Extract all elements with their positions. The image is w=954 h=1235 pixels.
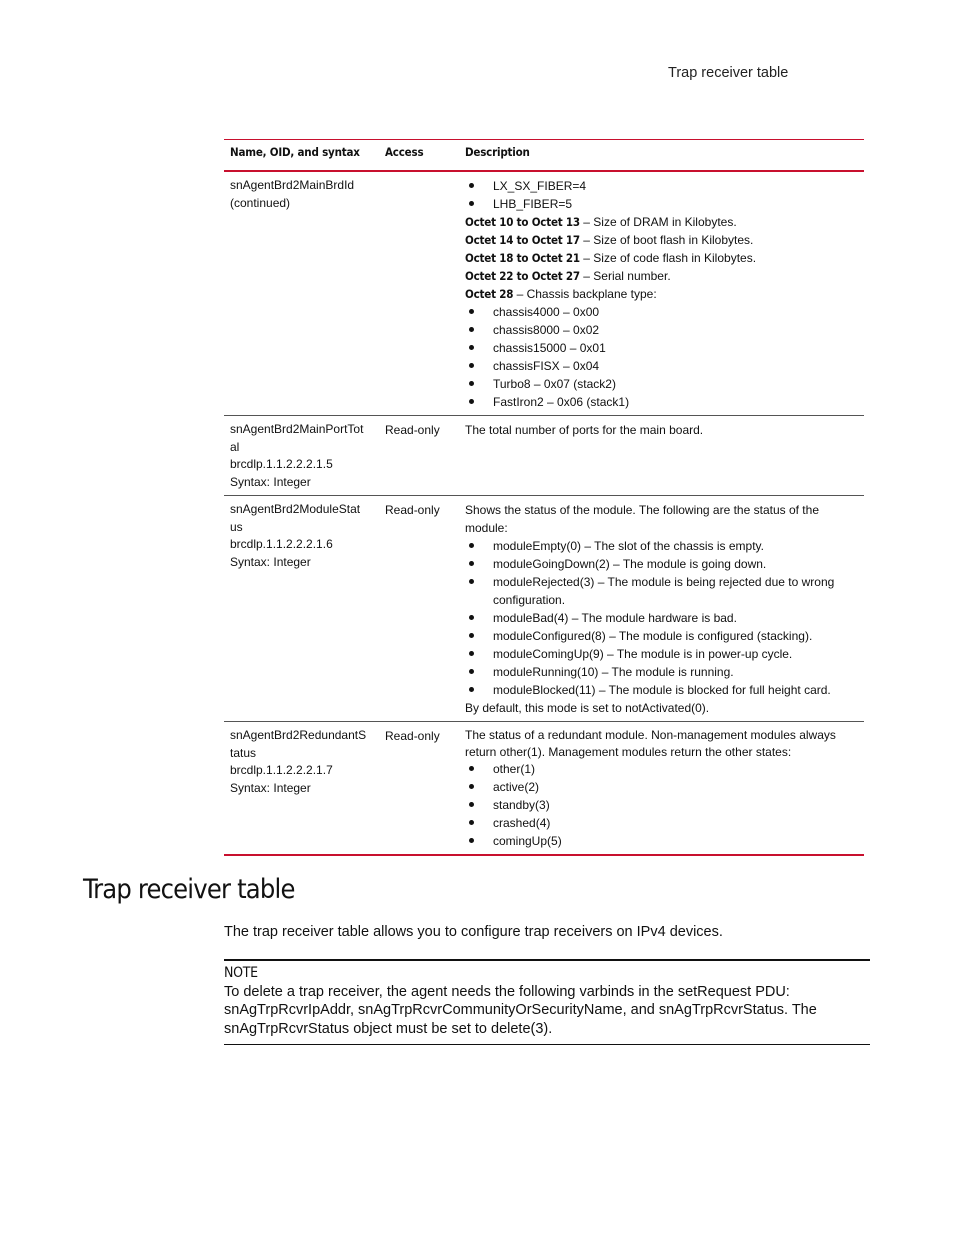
bullet-list — [465, 177, 858, 213]
column-header-description: Description — [459, 140, 864, 172]
list-item: other(1) — [465, 760, 858, 778]
object-name-cell — [224, 496, 379, 722]
octet-line — [465, 213, 858, 231]
object-name: snAgentBrd2ModuleStat — [230, 502, 361, 516]
octet-line — [465, 249, 858, 267]
list-item: moduleConfigured(8) – The module is configured (stacking). — [465, 627, 858, 645]
octet-text: – Size of code flash in Kilobytes. — [579, 251, 757, 265]
list-item: chassis4000 – 0x00 — [465, 303, 858, 321]
bullet-list — [465, 303, 858, 411]
octet-line — [465, 231, 858, 249]
table-row — [224, 496, 864, 722]
octet-line — [465, 285, 858, 303]
object-name-wrap: al — [230, 439, 240, 454]
list-item: LX_SX_FIBER=4 — [465, 177, 858, 195]
list-item: FastIron2 – 0x06 (stack1) — [465, 393, 858, 411]
description-footer: By default, this mode is set to notActivated(0). — [465, 701, 710, 715]
table-header-row — [224, 140, 864, 172]
access-cell — [379, 171, 459, 416]
list-item: chassis15000 – 0x01 — [465, 339, 858, 357]
object-oid: brcdlp.1.1.2.2.2.1.5 — [230, 457, 333, 471]
list-item: LHB_FIBER=5 — [465, 195, 858, 213]
object-name-cell — [224, 171, 379, 416]
object-syntax: Syntax: Integer — [230, 554, 311, 569]
mib-object-table — [224, 139, 864, 856]
list-item: moduleEmpty(0) – The slot of the chassis is empty. — [465, 537, 858, 555]
list-item: chassisFISX – 0x04 — [465, 357, 858, 375]
bullet-list — [465, 760, 858, 850]
object-name-wrap: us — [230, 519, 243, 534]
object-syntax: Syntax: Integer — [230, 780, 311, 795]
list-item: chassis8000 – 0x02 — [465, 321, 858, 339]
octet-label: Octet 22 to Octet 27 — [465, 269, 580, 283]
list-item: moduleRunning(10) – The module is running. — [465, 663, 858, 681]
object-name: snAgentBrd2MainPortTot — [230, 422, 364, 436]
access-cell: Read-only — [379, 416, 459, 496]
note-box — [224, 959, 870, 1045]
list-item: moduleRejected(3) – The module is being rejected due to wrong configuration. — [465, 573, 858, 609]
object-name-cell — [224, 416, 379, 496]
list-item: standby(3) — [465, 796, 858, 814]
table-row — [224, 416, 864, 496]
continued-label: (continued) — [230, 195, 291, 210]
octet-text: – Size of DRAM in Kilobytes. — [579, 215, 737, 229]
description-cell: The total number of ports for the main board. — [459, 416, 864, 496]
object-oid: brcdlp.1.1.2.2.2.1.7 — [230, 763, 333, 777]
note-text: To delete a trap receiver, the agent needs the following varbinds in the setRequest PDU: snAgTrpRcvrIpAddr, snAgTrpRcvrCommunityOrSecurityName, and snAgTrpRcvrStatus. The snAgTrpRcvrStatus object must be set to delete(3). — [224, 983, 817, 1037]
object-oid: brcdlp.1.1.2.2.2.1.6 — [230, 537, 333, 551]
column-header-access: Access — [379, 140, 459, 172]
section-title: Trap receiver table — [83, 874, 295, 905]
octet-label: Octet 28 — [465, 287, 514, 301]
octet-label: Octet 14 to Octet 17 — [465, 233, 580, 247]
list-item: moduleBlocked(11) – The module is blocked for full height card. — [465, 681, 858, 699]
list-item: moduleGoingDown(2) – The module is going down. — [465, 555, 858, 573]
object-name-cell — [224, 722, 379, 856]
list-item: moduleBad(4) – The module hardware is bad. — [465, 609, 858, 627]
list-item: crashed(4) — [465, 814, 858, 832]
note-label: NOTE — [224, 965, 258, 981]
octet-text: – Chassis backplane type: — [513, 287, 657, 301]
octet-label: Octet 18 to Octet 21 — [465, 251, 580, 265]
access-cell: Read-only — [379, 496, 459, 722]
object-syntax: Syntax: Integer — [230, 474, 311, 489]
octet-text: – Size of boot flash in Kilobytes. — [579, 233, 754, 247]
list-item: moduleComingUp(9) – The module is in power-up cycle. — [465, 645, 858, 663]
description-cell — [459, 496, 864, 722]
table-row — [224, 722, 864, 856]
list-item: Turbo8 – 0x07 (stack2) — [465, 375, 858, 393]
description-cell — [459, 171, 864, 416]
description-intro: The status of a redundant module. Non-management modules always return other(1). Management modules return the other states: — [465, 728, 836, 759]
octet-text: – Serial number. — [579, 269, 671, 283]
list-item: comingUp(5) — [465, 832, 858, 850]
octet-label: Octet 10 to Octet 13 — [465, 215, 580, 229]
running-header: Trap receiver table — [668, 65, 789, 81]
description-cell — [459, 722, 864, 856]
object-name: snAgentBrd2RedundantS — [230, 728, 367, 742]
section-intro: The trap receiver table allows you to configure trap receivers on IPv4 devices. — [224, 924, 723, 940]
table-row — [224, 171, 864, 416]
object-name: snAgentBrd2MainBrdId — [230, 178, 355, 192]
access-cell: Read-only — [379, 722, 459, 856]
column-header-name: Name, OID, and syntax — [224, 140, 379, 172]
octet-line — [465, 267, 858, 285]
object-name-wrap: tatus — [230, 745, 257, 760]
list-item: active(2) — [465, 778, 858, 796]
description-intro: Shows the status of the module. The following are the status of the module: — [465, 503, 819, 535]
bullet-list — [465, 537, 858, 699]
